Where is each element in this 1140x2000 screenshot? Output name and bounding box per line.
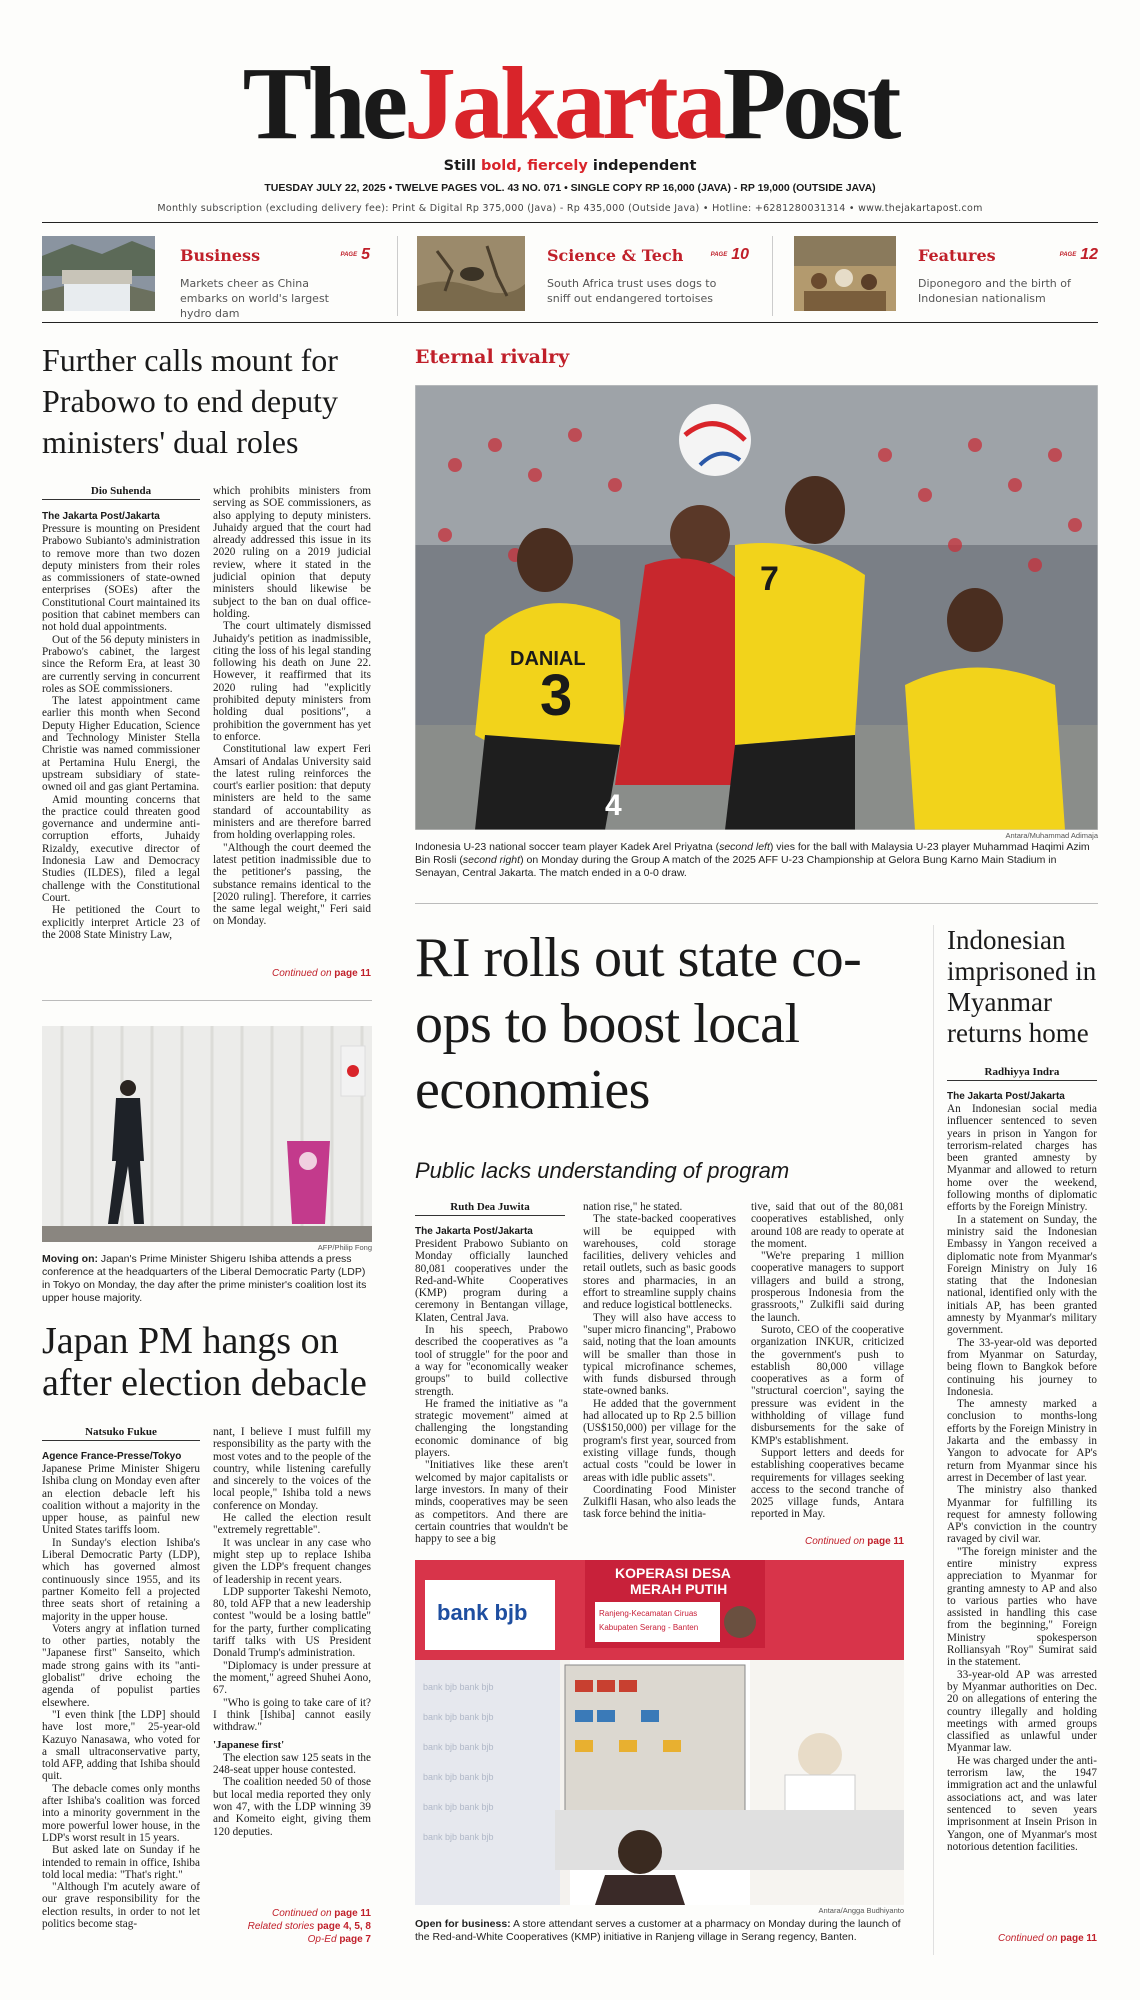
jersey-number: 7 [760, 560, 779, 598]
subscription-info: Monthly subscription (excluding delivery fee): Print & Digital Rp 375,000 (Java) - Rp 435,000 (Outside Java) • Hotline: +6281280031314 • www.thejakartapost.com [157, 203, 983, 214]
teaser-divider [772, 236, 773, 316]
column-divider [933, 925, 934, 1955]
story4-source: The Jakarta Post/Jakarta [947, 1091, 1065, 1102]
photo-caption: Open for business: A store attendant serves a customer at a pharmacy on Monday during the launch of the Red-and-White Cooperatives (KMP) initiative in Ranjeng village in Serang regency, Banten. [415, 1918, 901, 1943]
story3-column-3: tive, said that out of the 80,081 cooperatives established, only around 108 are ready to operate at the moment. "We're preparing 1 million cooperative managers to support villagers and build a strong, prosperous Indonesia from the grassroots," Zulkifli said during the launch. Suroto, CEO of the cooperative organization INKUR, criticized the government's push to establish 80,000 village cooperatives as a form of "structural coercion", saying the pressure was evident in the withholding of village fund disbursements for the sake of KMP's establishment. Support letters and deeds for establishing cooperatives became requirements for villages seeking access to the second tranche of 2025 village funds, Antara reported in May. [751, 1201, 904, 1521]
story1-column-1: Pressure is mounting on President Prabowo Subianto's administration to remove more than two dozen deputy ministers from their roles as commissioners of state-owned enterprises (SOEs) after the Constitutional Court maintained its position that cabinet members can not hold dual appointments. Out of the 56 deputy ministers in Prabowo's cabinet, the largest since the Reform Era, at least 30 are currently serving in concurrent roles as SOE commissioners. The latest appointment came earlier this month when Second Deputy Higher Education, Science and Technology Minister Stella Christie was named commissioner at Pertamina Hulu Energi, the upstream subsidiary of state-owned oil and gas giant Pertamina. Amid mounting concerns that the practice could threaten good governance and undermine anti-corruption efforts, Juhaidy Rizaldy, executive director of Indonesia Law and Democracy Studies (ILDES), filed a legal challenge with the Constitutional Court. He petitioned the Court to explicitly interpret Article 23 of the 2008 State Ministry Law, [42, 523, 200, 941]
coop-sign-line1: KOPERASI DESA [615, 1565, 731, 1581]
story1-headline[interactable]: Further calls mount for Prabowo to end deputy ministers' dual roles [42, 342, 338, 460]
story2-oped-link[interactable]: Op-Ed page 7 [307, 1934, 371, 1945]
story3-source: The Jakarta Post/Jakarta [415, 1226, 533, 1237]
photo-caption: Moving on: Japan's Prime Minister Shigeru Ishiba attends a press conference at the headquarters of the Liberal Democratic Party (LDP) in Tokyo on Monday, the day after the prime minister's coalition lost its upper house majority. [42, 1253, 367, 1304]
teaser-section-label: Features [918, 246, 996, 265]
bank-logo: bank bjb [437, 1600, 528, 1625]
photo-credit: Antara/Muhammad Adimaja [1005, 831, 1098, 840]
coop-sign-line2: MERAH PUTIH [630, 1581, 728, 1597]
story4-column-1: An Indonesian social media influencer sentenced to seven years in prison in Yangon for terrorism-related charges has been granted amnesty by Myanmar and allowed to return home over the weekend, following months of diplomatic efforts by the Foreign Ministry. In a statement on Sunday, the ministry said the Indonesian Embassy in Yangon received a diplomatic note from Myanmar's Foreign Ministry on July 16 stating that the Indonesian national, identified only with the initials AP, has been granted amnesty by Myanmar's military government. The 33-year-old was deported from Myanmar on Saturday, being flown to Bangkok before continuing his journey to Indonesia. The amnesty marked a conclusion to months-long efforts by the Foreign Ministry in Jakarta and the embassy in Yangon to advocate for AP's return from Myanmar since his arrest in December of last year. The ministry also thanked Myanmar for fulfilling its request for amnesty following AP's conviction in the country ravaged by civil war. "The foreign minister and the entire ministry express appreciation to Myanmar for granting amnesty to AP and also to various parties who have assisted in handling this case from the beginning," Foreign Ministry spokesperson Rolliansyah "Roy" Sumirat said in the statement. 33-year-old AP was arrested by Myanmar authorities on Dec. 20 on allegations of entering the country illegally and holding meetings with armed groups classified as unlawful under Myanmar law. He was charged under the anti-terrorism law, the 1947 immigration act and the unlawful associations act, and was later sentenced to seven years imprisonment at Insein Prison in Yangon, one of Myanmar's most notorious detention facilities. [947, 1103, 1097, 1853]
story3-continued-link[interactable]: Continued on page 11 [805, 1536, 904, 1547]
teaser-rule [42, 322, 1098, 323]
teaser-text: Diponegoro and the birth of Indonesian nationalism [918, 277, 1071, 305]
ishiba-press-conference-photo[interactable] [42, 1026, 372, 1242]
story2-source: Agence France-Presse/Tokyo [42, 1451, 182, 1462]
divider [415, 903, 1098, 904]
story4-byline: Radhiyya Indra [947, 1066, 1097, 1081]
teaser-business[interactable] [42, 236, 402, 320]
photo-credit: AFP/Philip Fong [317, 1243, 372, 1252]
story2-byline: Natsuko Fukue [42, 1426, 200, 1441]
svg-text:bank bjb bank bjb: bank bjb bank bjb [423, 1712, 494, 1722]
story4-continued-link[interactable]: Continued on page 11 [998, 1933, 1097, 1944]
story3-column-1: President Prabowo Subianto on Monday officially launched 80,081 cooperatives under the Red-and-White Cooperatives (KMP) program during a ceremony in Bentangan village, Klaten, Central Java. In his speech, Prabowo described the cooperatives as "a tool of struggle" for the poor and a way for "economically weaker groups" to build collective strength. He framed the initiative as "a strategic movement" aimed at challenging the longstanding economic dominance of big players. "Initiatives like these aren't welcomed by major capitalists or large investors. In many of their minds, cooperatives may be seen as competitors. And there are certain countries that wouldn't be happy to see a big [415, 1238, 568, 1546]
teaser-bar [42, 236, 1098, 320]
teaser-page-ref: PAGE 5 [340, 246, 370, 263]
svg-text:bank bjb bank bjb: bank bjb bank bjb [423, 1772, 494, 1782]
cooperative-pharmacy-photo[interactable] [415, 1560, 904, 1905]
photo-credit: Antara/Angga Budhiyanto [818, 1906, 904, 1915]
jersey-name: DANIAL [510, 648, 586, 670]
teaser-text: Markets cheer as China embarks on world's largest hydro dam [180, 277, 329, 320]
masthead-logo[interactable]: TheJakartaPost [242, 46, 898, 161]
teaser-page-ref: PAGE 12 [1059, 246, 1098, 263]
teaser-text: South Africa trust uses dogs to sniff out endangered tortoises [547, 277, 717, 305]
story3-column-2: nation rise," he stated. The state-backed cooperatives will be equipped with warehouses, cold storage facilities, delivery vehicles and retail outlets, such as basic goods stores and pharmacies, in an effort to streamline supply chains and reduce logistical bottlenecks. They will also have access to "super micro financing", Prabowo said, noting that the loan amounts will be smaller than those in typical microfinance schemes, with funds disbursed through state-owned banks. He added that the government had allocated up to Rp 2.5 billion (US$150,000) per village for the program's first year, sourced from existing village funds, though actual costs "could be lower in areas with idle public assets". Coordinating Food Minister Zulkifli Hasan, who also leads the task force behind the initia- [583, 1201, 736, 1521]
hydro-dam-thumbnail [42, 236, 155, 311]
svg-text:bank bjb bank bjb: bank bjb bank bjb [423, 1802, 494, 1812]
story2-column-1: Japanese Prime Minister Shigeru Ishiba clung on Monday even after an election debacle left his coalition without a majority in the upper house, as painful new United States tariffs loom. In Sunday's election Ishiba's Liberal Democratic Party (LDP), which has governed almost continuously since 1955, and its partner Komeito fell a projected three seats short of retaining a majority in the upper house. Voters angry at inflation turned to other parties, notably the "Japanese first" Sanseito, which made strong gains with its "anti-globalist" drive echoing the agenda of populist parties elsewhere. "I even think [the LDP] should have lost more," 25-year-old Kazuyo Nanasawa, who voted for a small ultraconservative party, told AFP, adding that Ishiba should quit. The debacle comes only months after Ishiba's coalition was forced into a minority government in the more powerful lower house, in the LDP's worst result in 15 years. But asked late on Sunday if he intended to remain in office, Ishiba told local media: "That's right." "Although I'm acutely aware of our grave responsibility for the election results, in order to not let politics become stag- [42, 1463, 200, 1930]
story3-headline[interactable]: RI rolls out state co-ops to boost local economies [415, 927, 862, 1121]
teaser-page-ref: PAGE 10 [710, 246, 749, 263]
photo-caption: Indonesia U-23 national soccer team player Kadek Arel Priyatna (second left) vies for the ball with Malaysia U-23 player Muhammad Haqimi Azim Bin Rosli (second right) on Monday during the Group A match of the 2025 AFF U-23 Championship at Gelora Bung Karno Main Stadium in Senayan, Central Jakarta. The match ended in a 0-0 draw. [415, 841, 1090, 879]
story3-byline: Ruth Dea Juwita [415, 1201, 565, 1216]
painting-thumbnail [794, 236, 896, 311]
soccer-match-photo[interactable] [415, 385, 1098, 830]
svg-text:bank bjb bank bjb: bank bjb bank bjb [423, 1742, 494, 1752]
jersey-number: 4 [605, 789, 622, 822]
tortoise-dog-thumbnail [417, 236, 525, 311]
coop-sign-line4: Kabupaten Serang - Banten [599, 1623, 699, 1632]
story2-headline[interactable]: Japan PM hangs on after election debacle [42, 1320, 367, 1404]
story1-byline: Dio Suhenda [42, 485, 200, 500]
masthead-tagline: Still bold, fiercely independent [443, 158, 697, 174]
svg-text:bank bjb bank bjb: bank bjb bank bjb [423, 1682, 494, 1692]
teaser-features[interactable] [794, 236, 1098, 316]
story2-column-2: nant, I believe I must fulfill my responsibility as the party with the most votes and to the people of the country, while listening carefully and sincerely to the voices of the local people," Ishiba told a news conference on Monday. He called the election result "extremely regrettable". It was unclear in any case who might step up to replace Ishiba given the LDP's frequent changes of leadership in recent years. LDP supporter Takeshi Nemoto, 80, told AFP that a new leadership contest "would be a losing battle" for the party, further complicating tariff talks with US President Donald Trump's administration. "Diplomacy is under pressure at the moment," agreed Shuhei Aono, 67. "Who is going to take care of it? I think [Ishiba] cannot easily withdraw." 'Japanese first' The election saw 125 seats in the 248-seat upper house contested. The coalition needed 50 of those but local media reported they only won 47, with the LDP winning 39 and Komeito eight, giving them 120 deputies. [213, 1426, 371, 1838]
teaser-section-label: Science & Tech [547, 246, 684, 265]
masthead-rule [42, 222, 1098, 223]
dateline: TUESDAY JULY 22, 2025 • TWELVE PAGES VOL. 43 NO. 071 • SINGLE COPY RP 16,000 (JAVA) - RP 19,000 (OUTSIDE JAVA) [264, 182, 876, 194]
teaser-divider [397, 236, 398, 316]
story1-source: The Jakarta Post/Jakarta [42, 511, 160, 522]
story4-headline[interactable]: Indonesian imprisoned in Myanmar returns home [947, 925, 1097, 1048]
story3-deck: Public lacks understanding of program [415, 1158, 790, 1183]
story2-subhead: 'Japanese first' [213, 1739, 285, 1752]
teaser-science[interactable] [417, 236, 757, 316]
photo-kicker: Eternal rivalry [415, 346, 570, 368]
story2-continued-link[interactable]: Continued on page 11 [272, 1908, 371, 1919]
teaser-section-label: Business [180, 246, 261, 265]
story1-column-2: which prohibits ministers from serving as SOE commissioners, as also applying to deputy ministers. Juhaidy argued that the court had already addressed this issue in its 2020 ruling on a 2019 judicial review, where it stated in the judicial opinion that deputy ministers should likewise be subject to the ban on dual office-holding. The court ultimately dismissed Juhaidy's petition as inadmissible, citing the loss of his legal standing following his death on June 22. However, it reaffirmed that its 2020 ruling had "explicitly prohibited deputy ministers from holding dual positions", a prohibition the government has yet to enforce. Constitutional law expert Feri Amsari of Andalas University said the latest ruling reinforces the court's earlier position: that deputy ministers are held to the same standard of accountability as ministers and are therefore barred from holding overlapping roles. "Although the court deemed the latest petition inadmissible due to the petitioner's passing, the substance remains identical to the [2020 ruling]. Therefore, it carries the same legal weight," Feri said on Monday. [213, 485, 371, 928]
story2-related-link[interactable]: Related stories page 4, 5, 8 [247, 1921, 371, 1932]
story1-continued-link[interactable]: Continued on page 11 [272, 968, 371, 979]
svg-text:bank bjb bank bjb: bank bjb bank bjb [423, 1832, 494, 1842]
divider [42, 1000, 372, 1001]
jersey-number: 3 [540, 663, 573, 728]
coop-sign-line3: Ranjeng-Kecamatan Ciruas [599, 1609, 698, 1618]
